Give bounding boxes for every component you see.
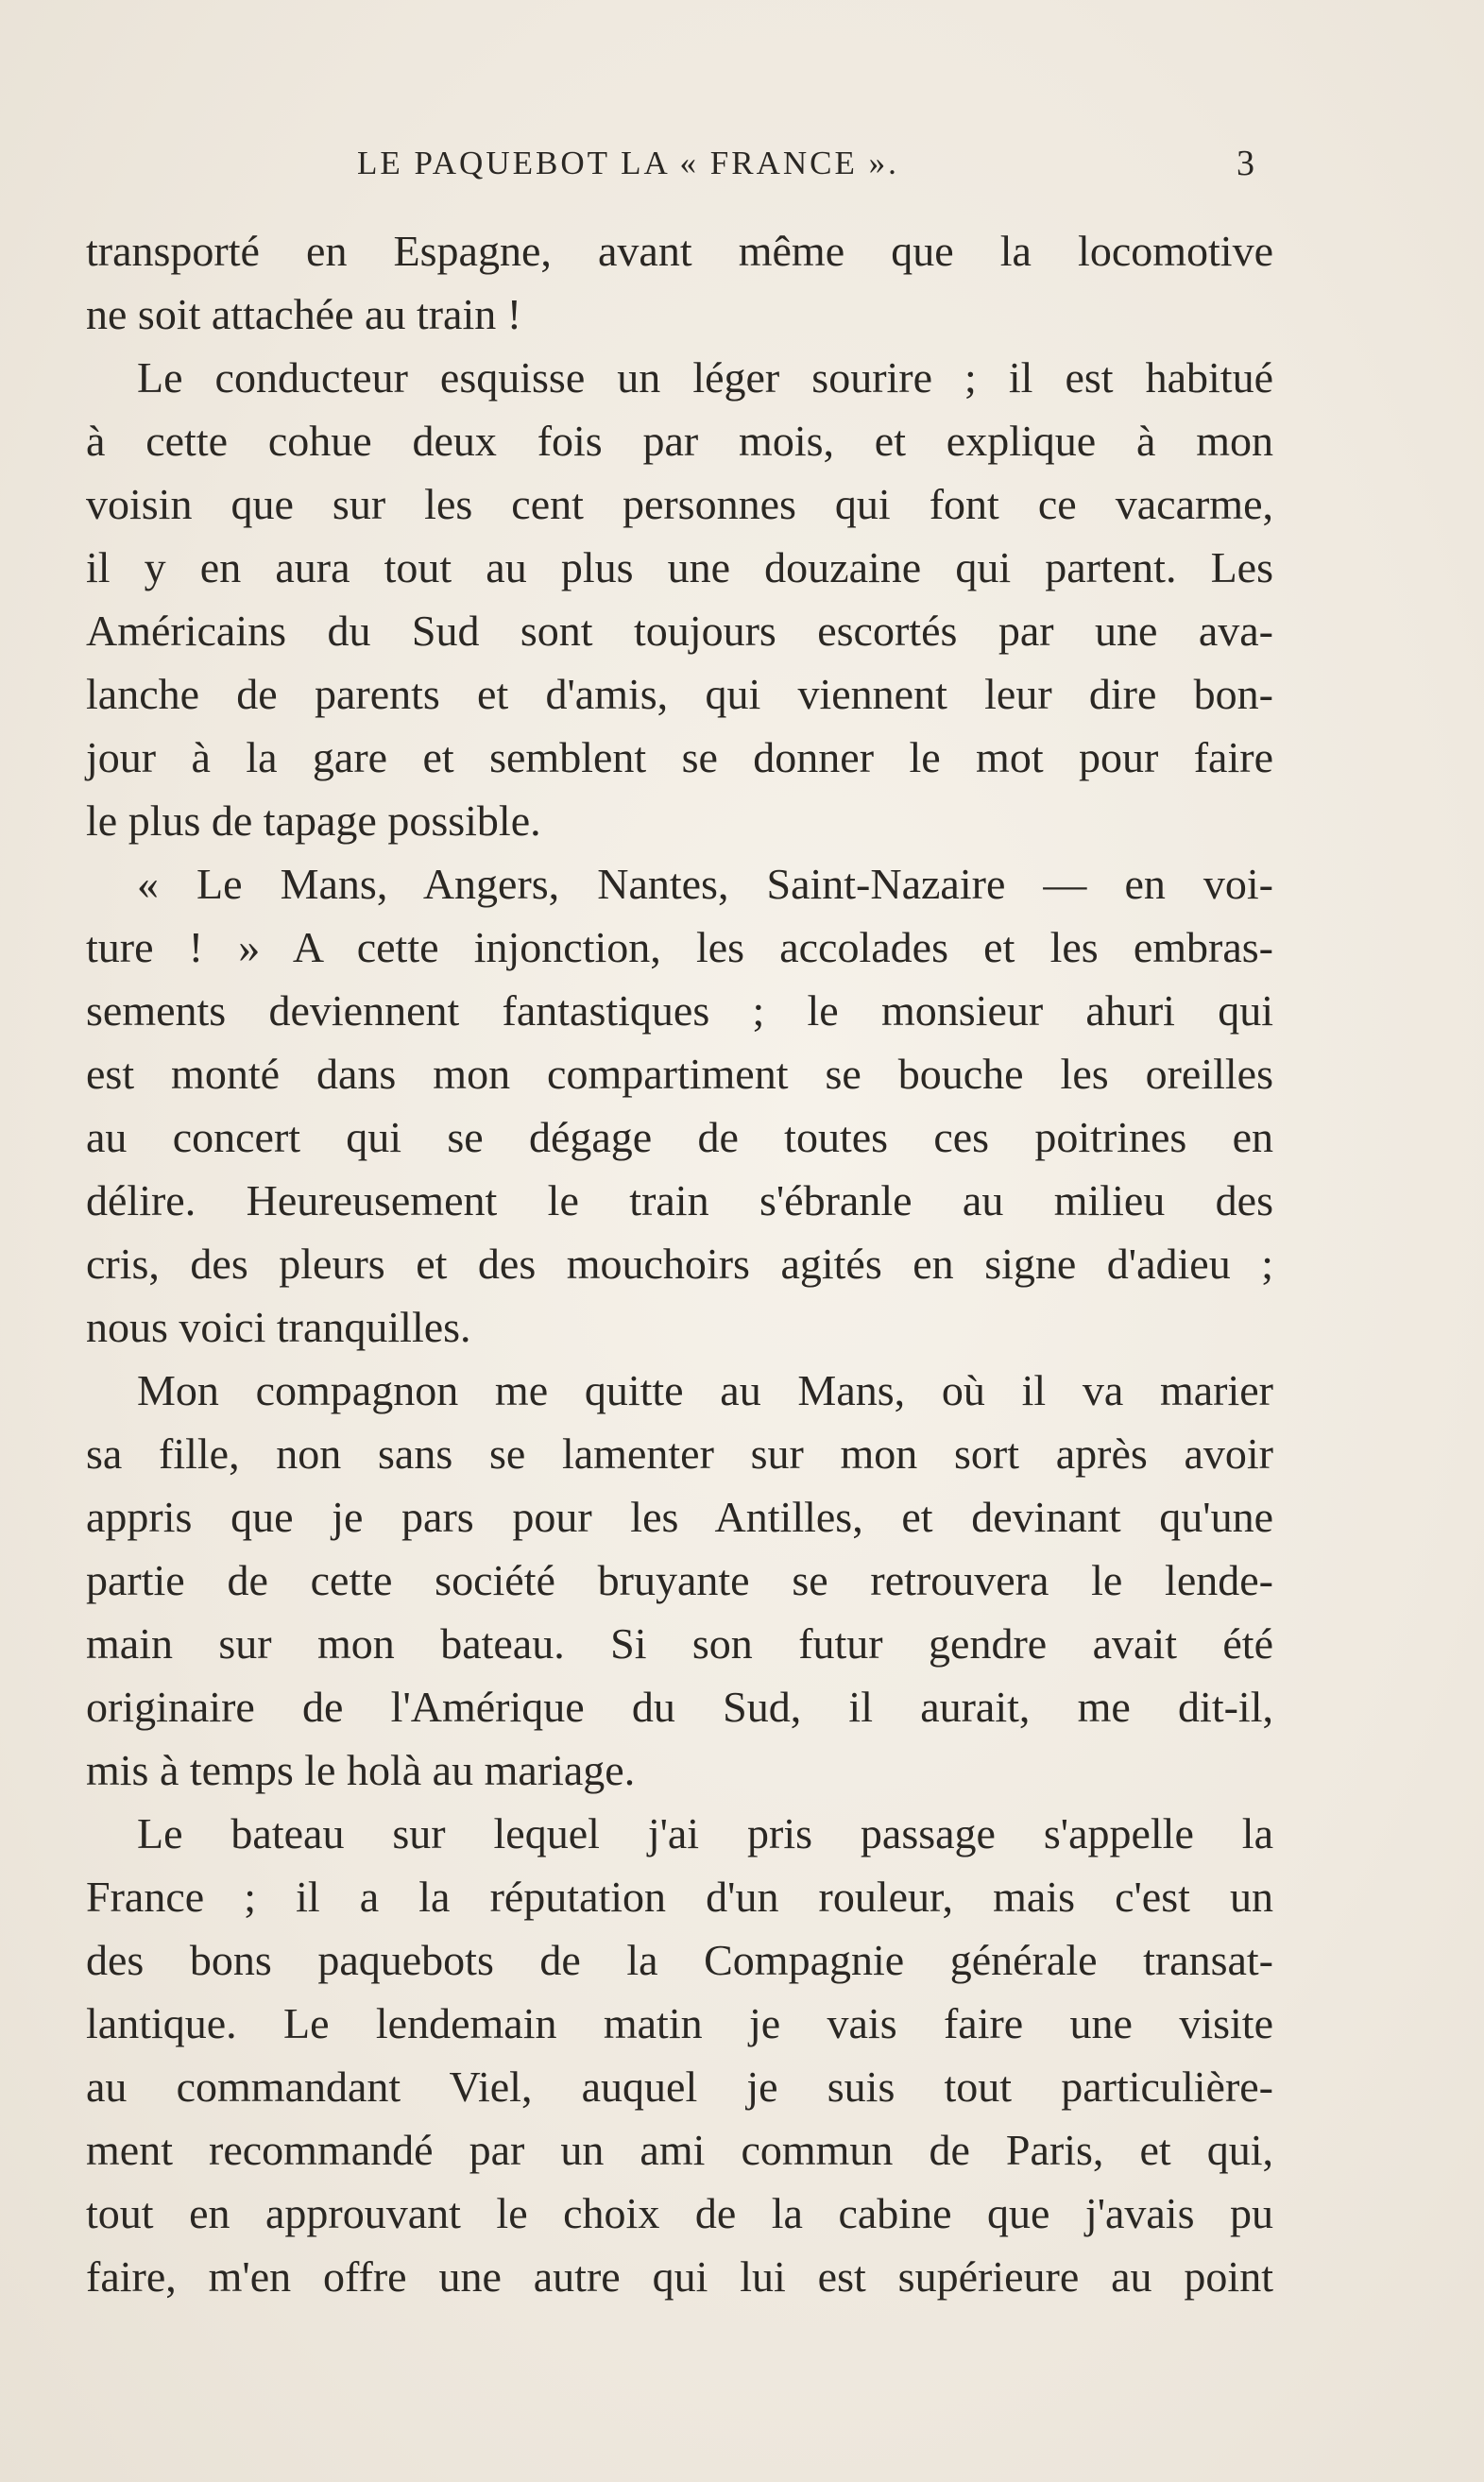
- text-line: il y en aura tout au plus une douzaine qui partent. Les: [86, 543, 1273, 591]
- text-line: originaire de l'Amérique du Sud, il aurait, me dit-il,: [86, 1683, 1273, 1731]
- text-line: « Le Mans, Angers, Nantes, Saint-Nazaire — en voi-: [137, 860, 1273, 908]
- text-line: Mon compagnon me quitte au Mans, où il va marier: [137, 1366, 1273, 1414]
- text-line: cris, des pleurs et des mouchoirs agités en signe d'adieu ;: [86, 1240, 1273, 1288]
- running-title: LE PAQUEBOT LA « FRANCE ».: [357, 145, 899, 181]
- body-text: [86, 219, 1273, 2308]
- text-line: ne soit attachée au train !: [86, 290, 522, 338]
- text-line: nous voici tranquilles.: [86, 1303, 471, 1351]
- page-number: 3: [1237, 144, 1254, 183]
- text-line: voisin que sur les cent personnes qui font ce vacarme,: [86, 480, 1273, 528]
- text-line: à cette cohue deux fois par mois, et explique à mon: [86, 417, 1273, 465]
- text-line: tout en approuvant le choix de la cabine que j'avais pu: [86, 2189, 1273, 2237]
- text-line: lantique. Le lendemain matin je vais faire une visite: [86, 1999, 1273, 2047]
- text-line: lanche de parents et d'amis, qui viennent leur dire bon-: [86, 670, 1273, 718]
- text-line: au concert qui se dégage de toutes ces poitrines en: [86, 1113, 1273, 1161]
- text-line: délire. Heureusement le train s'ébranle au milieu des: [86, 1176, 1273, 1224]
- text-line: Américains du Sud sont toujours escortés par une ava-: [86, 607, 1273, 655]
- text-line: ture ! » A cette injonction, les accolades et les embras-: [86, 923, 1273, 971]
- text-line: ment recommandé par un ami commun de Paris, et qui,: [86, 2126, 1273, 2174]
- text-line: jour à la gare et semblent se donner le mot pour faire: [86, 733, 1273, 781]
- text-line: le plus de tapage possible.: [86, 796, 541, 845]
- text-line: appris que je pars pour les Antilles, et devinant qu'une: [86, 1493, 1273, 1541]
- text-line: France ; il a la réputation d'un rouleur, mais c'est un: [86, 1873, 1273, 1921]
- text-line: sements deviennent fantastiques ; le monsieur ahuri qui: [86, 986, 1273, 1035]
- text-line: des bons paquebots de la Compagnie générale transat-: [86, 1936, 1273, 1984]
- text-line: mis à temps le holà au mariage.: [86, 1746, 636, 1794]
- running-head: [357, 140, 1254, 187]
- text-line: Le conducteur esquisse un léger sourire ; il est habitué: [137, 353, 1273, 402]
- text-line: transporté en Espagne, avant même que la locomotive: [86, 227, 1273, 275]
- text-line: au commandant Viel, auquel je suis tout particulière-: [86, 2063, 1273, 2111]
- text-line: Le bateau sur lequel j'ai pris passage s'appelle la: [137, 1809, 1273, 1857]
- text-line: sa fille, non sans se lamenter sur mon sort après avoir: [86, 1429, 1273, 1478]
- text-line: main sur mon bateau. Si son futur gendre avait été: [86, 1619, 1273, 1668]
- text-line: partie de cette société bruyante se retrouvera le lende-: [86, 1556, 1273, 1604]
- text-line: est monté dans mon compartiment se bouche les oreilles: [86, 1050, 1273, 1098]
- text-line: faire, m'en offre une autre qui lui est supérieure au point: [86, 2252, 1273, 2301]
